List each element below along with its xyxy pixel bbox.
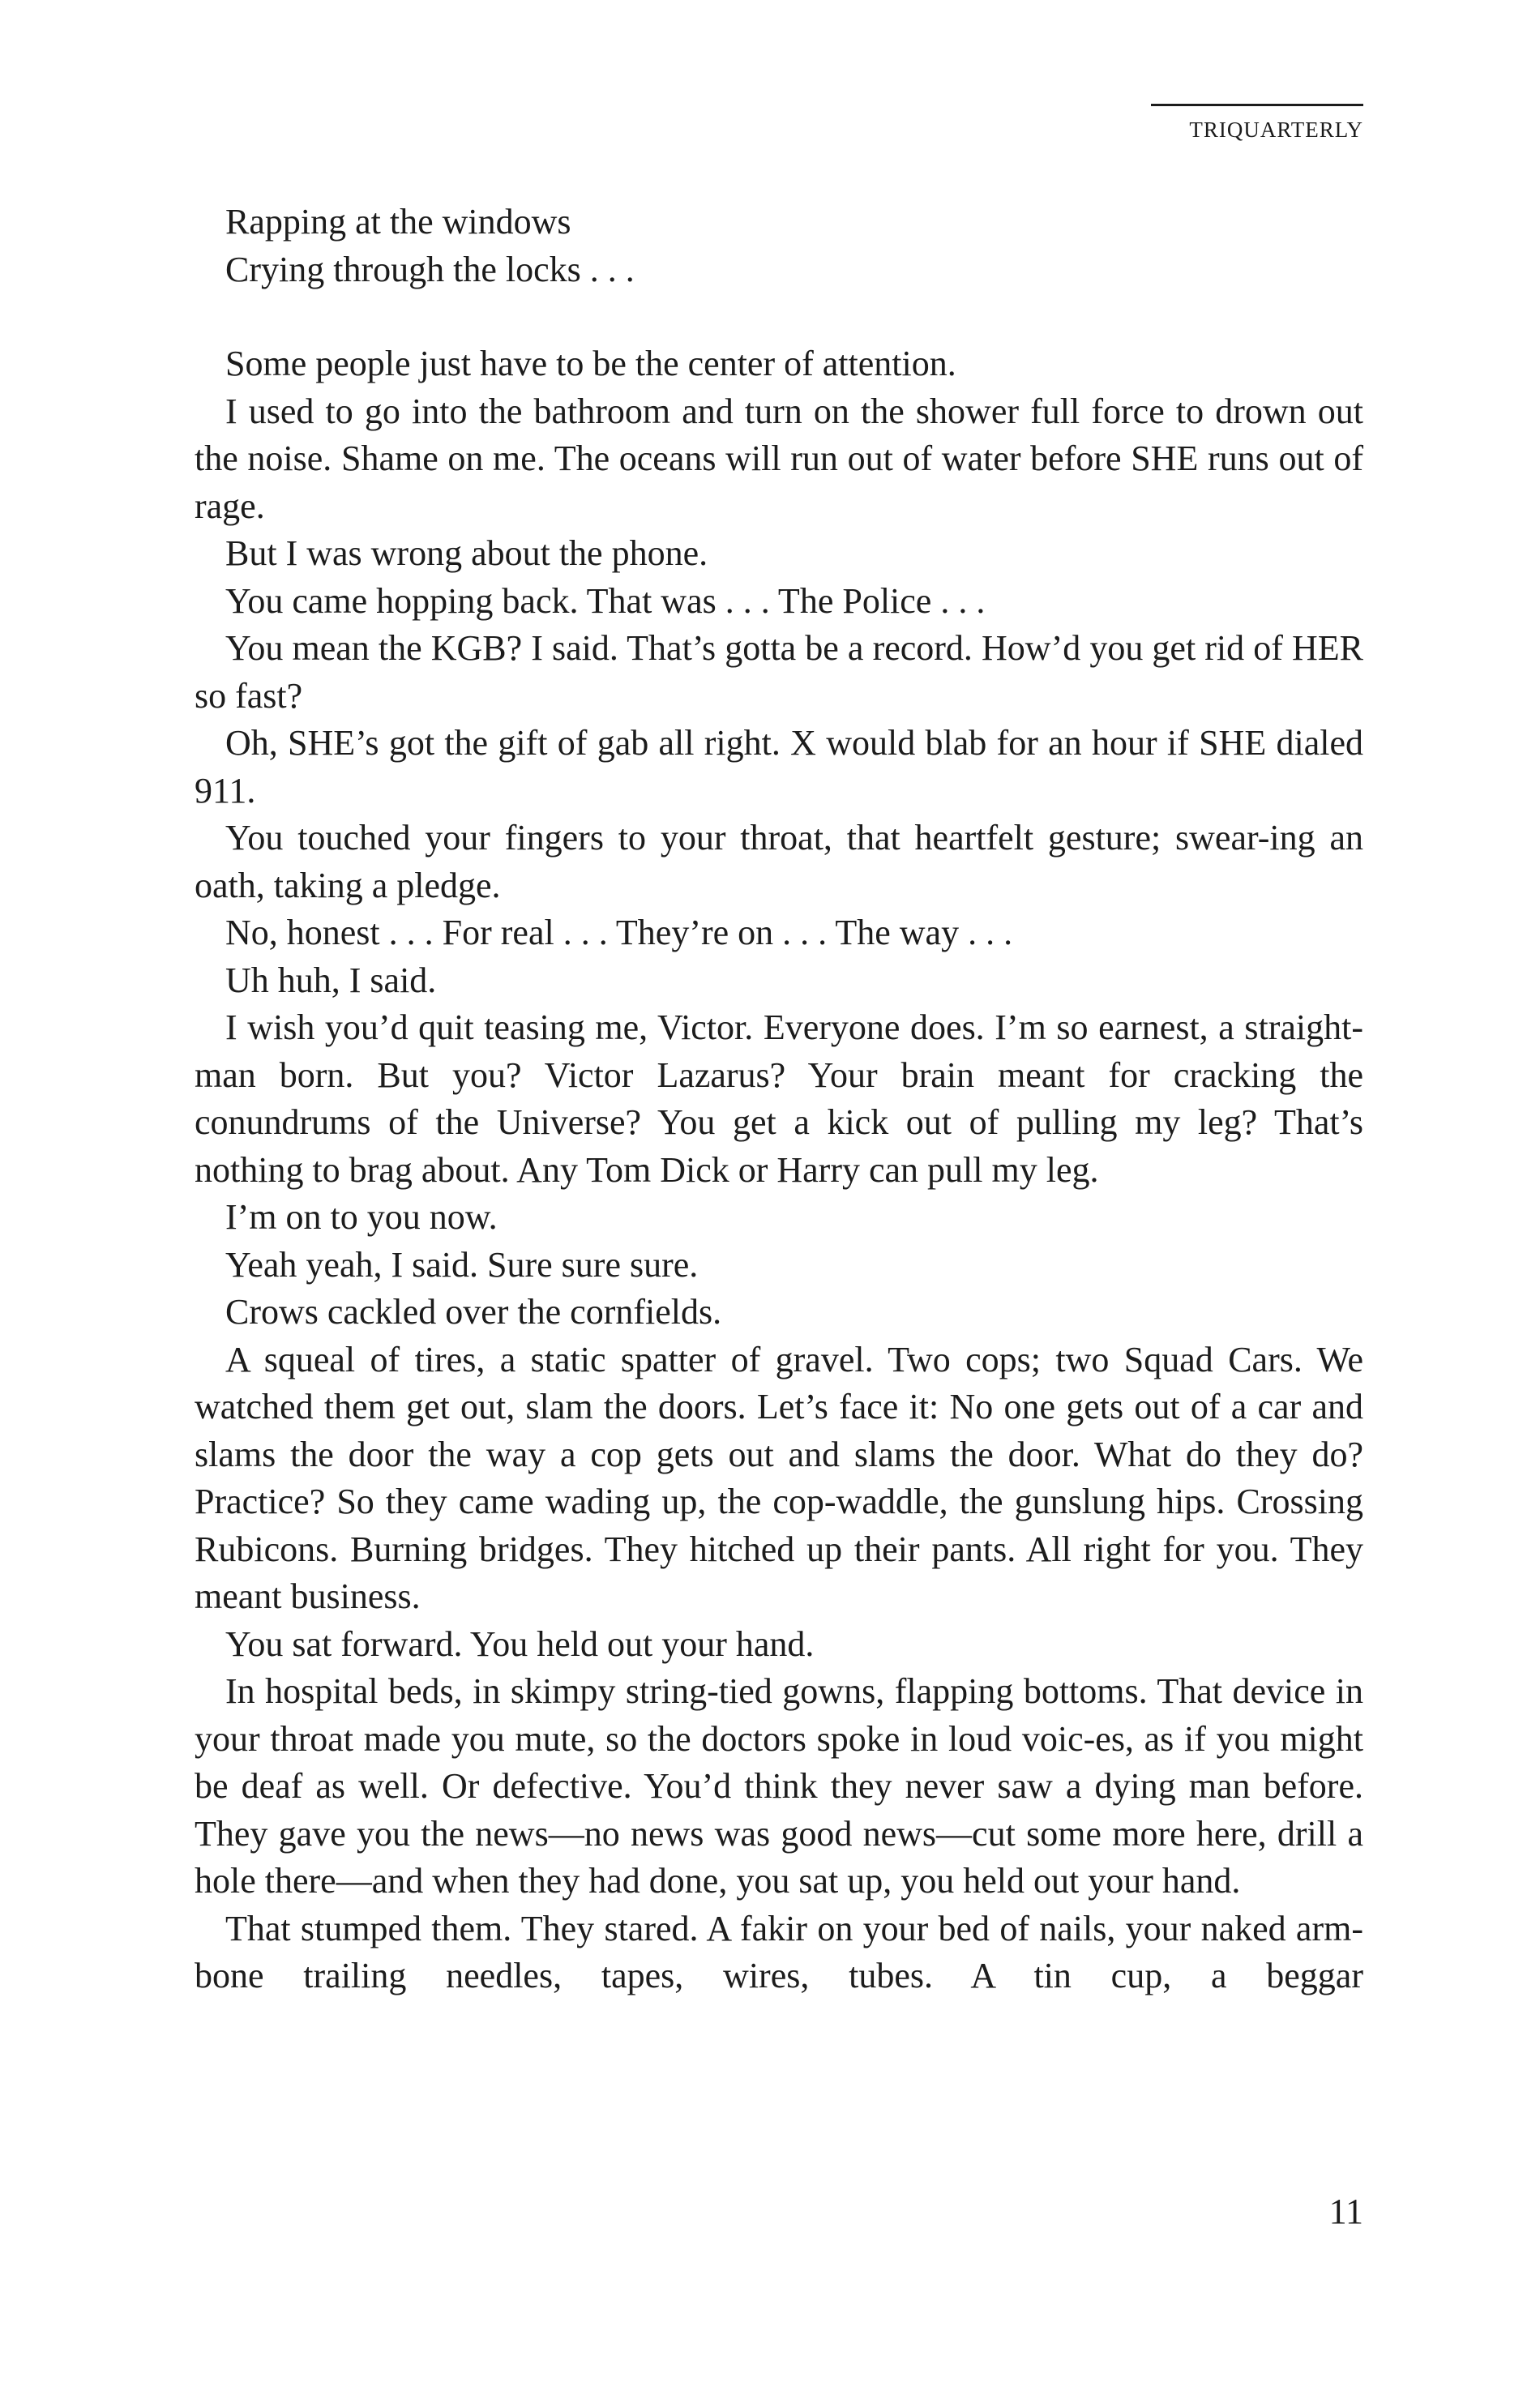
verse-stanza — [225, 199, 1363, 293]
paragraph: No, honest . . . For real . . . They’re on . . . The way . . . — [225, 913, 1013, 952]
verse-line: Rapping at the windows — [225, 202, 571, 242]
paragraph: You came hopping back. That was . . . The Police . . . — [225, 580, 986, 621]
paragraph: Yeah yeah, I said. Sure sure sure. — [225, 1244, 699, 1285]
paragraph: In hospital beds, in skimpy string-tied gowns, flapping bottoms. That device in your throat made you mute, so the doctors spoke in loud voic-es, as if you might be deaf as well. Or defective. You’d think they never saw a dying man before. They gave you the news—no news was good news—cut some more here, drill a hole there—and when they had done, you sat up, you held out your hand. — [195, 1671, 1363, 1901]
page-number: 11 — [1328, 2192, 1363, 2231]
paragraph: I used to go into the bathroom and turn on the shower full force to drown out the noise. Shame on me. The oceans will run out of water before SHE runs out of rage. — [195, 391, 1363, 526]
paragraph: I wish you’d quit teasing me, Victor. Everyone does. I’m so earnest, a straight-man born. But you? Victor Lazarus? Your brain meant for cracking the conundrums of the Universe? You get a kick out of pulling my leg? That’s nothing to brag about. Any Tom Dick or Harry can pull my leg. — [195, 1007, 1363, 1190]
paragraph: Crows cackled over the cornfields. — [225, 1292, 722, 1332]
paragraph: I’m on to you now. — [225, 1197, 498, 1237]
paragraph: A squeal of tires, a static spatter of gravel. Two cops; two Squad Cars. We watched them get out, slam the doors. Let’s face it: No one gets out of a car and slams the door the way a cop gets out and slams the door. What do they do? Practice? So they came wading up, the cop-waddle, the gunslung hips. Crossing Rubicons. Burning bridges. They hitched up their pants. All right for you. They meant business. — [195, 1339, 1363, 1616]
body-text — [195, 199, 1363, 2000]
paragraph: That stumped them. They stared. A fakir on your bed of nails, your naked arm-bone trailing needles, tapes, wires, tubes. A tin cup, a beggar — [195, 1908, 1363, 1995]
verse-line: Crying through the locks . . . — [225, 249, 635, 289]
paragraph: You touched your fingers to your throat, that heartfelt gesture; swear-ing an oath, taking a pledge. — [195, 818, 1363, 905]
paragraph: Some people just have to be the center of attention. — [225, 344, 956, 383]
paragraph: But I was wrong about the phone. — [225, 533, 708, 573]
paragraph: You mean the KGB? I said. That’s gotta be a record. How’d you get rid of HER so fast? — [195, 628, 1363, 716]
paragraph: Uh huh, I said. — [225, 960, 437, 1000]
paragraph: You sat forward. You held out your hand. — [225, 1623, 815, 1664]
paragraph: Oh, SHE’s got the gift of gab all right. X would blab for an hour if SHE dialed 911. — [195, 723, 1363, 811]
running-head: TRIQUARTERLY — [1151, 104, 1363, 143]
